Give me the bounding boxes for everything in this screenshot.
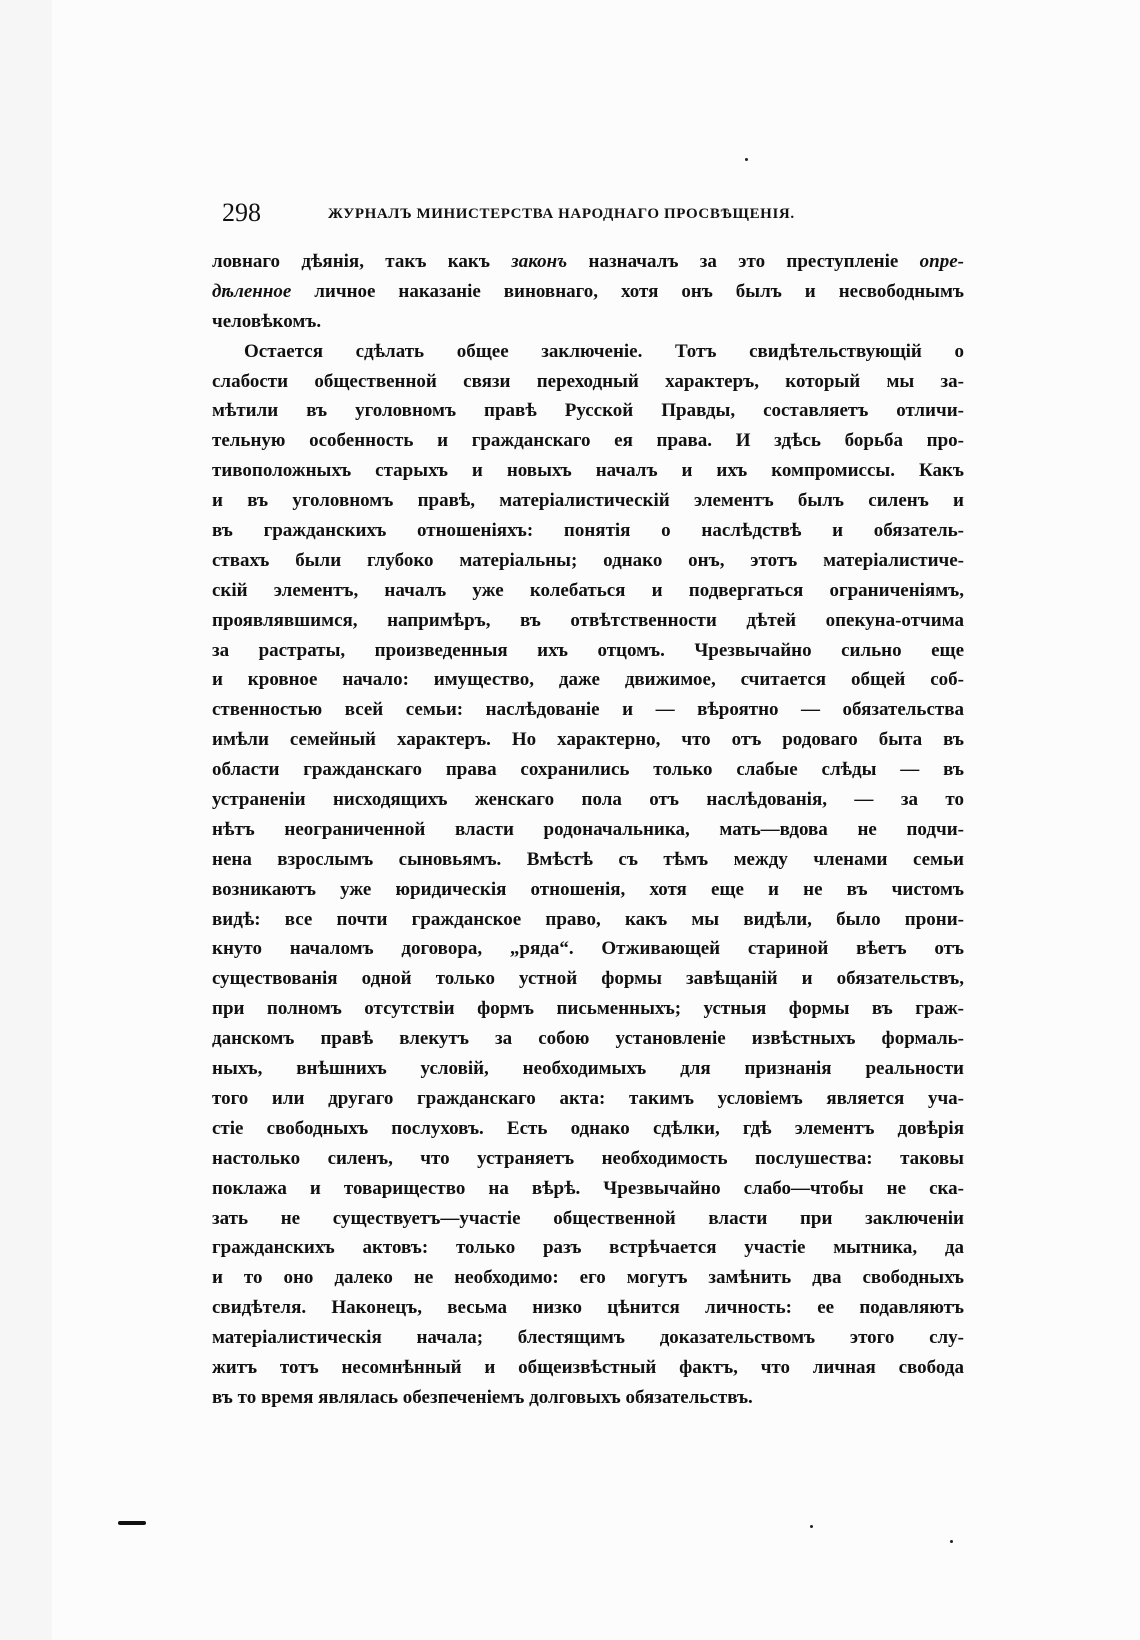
text-line: въ то время являлась обезпеченіемъ долговыхъ обязательствъ. xyxy=(212,1386,753,1408)
text-line: ственностью всей семьи: наслѣдованіе и — вѣроятно — обязательства xyxy=(212,699,964,721)
text-line: и то оно далеко не необходимо: его могутъ замѣнить два свободныхъ xyxy=(212,1267,964,1289)
text-line: поклажа и товарищество на вѣрѣ. Чрезвычайно слабо—чтобы не ска- xyxy=(212,1177,964,1199)
text-line xyxy=(212,247,964,277)
text-line: свидѣтеля. Наконецъ, весьма низко цѣнится личность: ее подавляютъ xyxy=(212,1297,964,1319)
text-line: настолько силенъ, что устраняетъ необходимость послушества: таковы xyxy=(212,1147,964,1169)
text-line: тивоположныхъ старыхъ и новыхъ началъ и ихъ компромиссы. Какъ xyxy=(212,460,964,482)
scan-edge-shadow xyxy=(0,0,52,1640)
text-line: нѣтъ неограниченной власти родоначальника, мать—вдова не подчи- xyxy=(212,818,964,840)
text-line: проявлявшимся, напримѣръ, въ отвѣтственности дѣтей опекуна-отчима xyxy=(212,609,964,631)
text-span: ловнаго дѣянія, такъ какъ xyxy=(212,251,512,272)
ink-speck xyxy=(810,1525,813,1528)
text-line: гражданскихъ актовъ: только разъ встрѣчается участіе мытника, да xyxy=(212,1237,964,1259)
text-line: и кровное начало: имущество, даже движимое, считается общей соб- xyxy=(212,669,964,691)
text-line: имѣли семейный характеръ. Но характерно, что отъ родоваго быта въ xyxy=(212,729,964,751)
margin-mark xyxy=(118,1521,146,1525)
text-line: стіе свободныхъ послуховъ. Есть однако сдѣлки, гдѣ элементъ довѣрія xyxy=(212,1117,964,1139)
text-line: возникаютъ уже юридическія отношенія, хотя еще и не въ чистомъ xyxy=(212,878,964,900)
text-line: матеріалистическія начала; блестящимъ доказательствомъ этого слу- xyxy=(212,1327,964,1349)
text-line: устраненіи нисходящихъ женскаго пола отъ наслѣдованія, — за то xyxy=(212,789,964,811)
ink-speck xyxy=(745,158,748,161)
page-header xyxy=(222,196,964,230)
text-span: личное наказаніе виновнаго, хотя онъ былъ и несвободнымъ xyxy=(291,280,964,302)
text-line: за растраты, произведенныя ихъ отцомъ. Чрезвычайно сильно еще xyxy=(212,639,964,661)
italic-word: законъ xyxy=(511,251,568,272)
text-span: назначалъ за это преступленіе xyxy=(567,251,920,272)
text-line: житъ тотъ несомнѣнный и общеизвѣстный фактъ, что личная свобода xyxy=(212,1356,964,1378)
text-line: скій элементъ, началъ уже колебаться и подвергаться ограниченіямъ, xyxy=(212,579,964,601)
text-line: кнуто началомъ договора, „ряда“. Отживающей стариной вѣетъ отъ xyxy=(212,938,964,960)
text-line: ныхъ, внѣшнихъ условій, необходимыхъ для признанія реальности xyxy=(212,1058,964,1080)
italic-word: дѣленное xyxy=(212,280,292,302)
italic-word: опре- xyxy=(919,251,964,272)
body-text xyxy=(212,247,964,1413)
text-line: существованія одной только устной формы завѣщаній и обязательствъ, xyxy=(212,968,964,990)
text-line: тельную особенность и гражданскаго ея права. И здѣсь борьба про- xyxy=(212,430,964,452)
text-line: ствахъ были глубоко матеріальны; однако онъ, этотъ матеріалистиче- xyxy=(212,549,964,571)
running-title: ЖУРНАЛЪ МИНИСТЕРСТВА НАРОДНАГО ПРОСВѢЩЕНІЯ. xyxy=(328,206,795,222)
paragraph-start: Остается сдѣлать общее заключеніе. Тотъ свидѣтельствующій о xyxy=(244,340,964,362)
text-line xyxy=(212,277,964,307)
text-line: и въ уголовномъ правѣ, матеріалистическій элементъ былъ силенъ и xyxy=(212,490,964,512)
text-line: мѣтили въ уголовномъ правѣ Русской Правды, составляетъ отличи- xyxy=(212,400,964,422)
ink-speck xyxy=(950,1540,953,1543)
text-line: того или другаго гражданскаго акта: такимъ условіемъ является уча- xyxy=(212,1087,964,1109)
text-line: данскомъ правѣ влекутъ за собою установленіе извѣстныхъ формаль- xyxy=(212,1028,964,1050)
text-line: зать не существуетъ—участіе общественной власти при заключеніи xyxy=(212,1207,964,1229)
text-line: области гражданскаго права сохранились только слабые слѣды — въ xyxy=(212,759,964,781)
page-number: 298 xyxy=(222,198,261,227)
text-line: человѣкомъ. xyxy=(212,310,322,332)
text-line: видѣ: все почти гражданское право, какъ мы видѣли, было прони- xyxy=(212,908,964,930)
text-line: слабости общественной связи переходный характеръ, который мы за- xyxy=(212,370,964,392)
text-line: при полномъ отсутствіи формъ письменныхъ; устныя формы въ граж- xyxy=(212,998,964,1020)
text-line: нена взрослымъ сыновьямъ. Вмѣстѣ съ тѣмъ между членами семьи xyxy=(212,848,964,870)
text-line: въ гражданскихъ отношеніяхъ: понятія о наслѣдствѣ и обязатель- xyxy=(212,520,964,542)
